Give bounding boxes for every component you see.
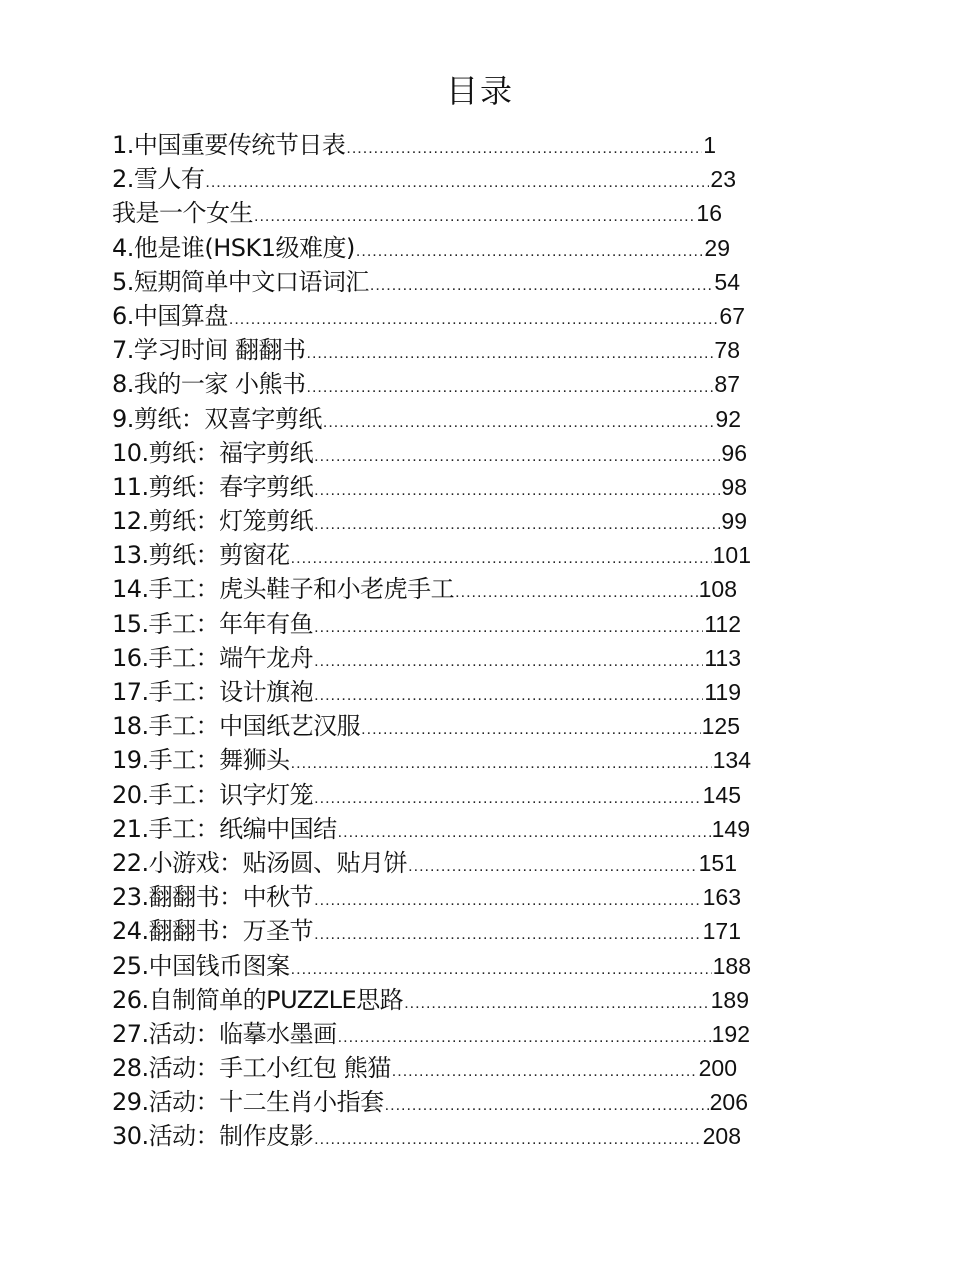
toc-entry <box>112 812 750 846</box>
dot-leader <box>314 679 703 709</box>
toc-entry-title: 5.短期简单中文口语词汇 <box>112 267 369 296</box>
dot-leader <box>346 132 702 162</box>
toc-entry-title: 29.活动：十二生肖小指套 <box>112 1088 384 1117</box>
toc-entry <box>112 538 751 572</box>
dot-leader <box>229 303 719 333</box>
toc-entry-page-number: 96 <box>721 439 747 466</box>
toc-entry-page-number: 188 <box>712 952 751 979</box>
toc-entry <box>112 949 751 983</box>
toc-entry <box>112 231 730 265</box>
dot-leader <box>314 508 720 538</box>
toc-entry <box>112 880 741 914</box>
toc-entry-page-number: 134 <box>712 747 751 774</box>
toc-entry-page-number: 113 <box>704 644 741 671</box>
toc-entry <box>112 1017 750 1051</box>
toc-entry-page-number: 145 <box>702 781 741 808</box>
toc-entry-page-number: 112 <box>704 610 741 637</box>
toc-entry-page-number: 200 <box>698 1055 737 1082</box>
dot-leader <box>314 1123 701 1153</box>
dot-leader <box>338 1021 711 1051</box>
dot-leader <box>291 747 712 777</box>
page-title: 目录 <box>445 72 514 111</box>
toc-entry <box>112 436 747 470</box>
toc-entry-title: 15.手工：年年有鱼 <box>112 609 314 638</box>
toc-entry <box>112 1119 741 1153</box>
dot-leader <box>356 235 703 265</box>
toc-entry-title: 28.活动：手工小红包 熊猫 <box>112 1054 391 1083</box>
dot-leader <box>314 884 701 914</box>
dot-leader <box>205 166 709 196</box>
dot-leader <box>455 576 697 606</box>
dot-leader <box>291 542 712 572</box>
toc-entry-page-number: 192 <box>711 1020 750 1047</box>
toc-entry-page-number: 171 <box>702 918 741 945</box>
dot-leader <box>370 269 714 299</box>
toc-entry <box>112 607 741 641</box>
dot-leader <box>404 987 709 1017</box>
toc-entry-page-number: 16 <box>696 200 722 227</box>
toc-entry-page-number: 189 <box>710 986 749 1013</box>
toc-entry-title: 12.剪纸：灯笼剪纸 <box>112 507 314 536</box>
toc-entry-page-number: 92 <box>715 405 741 432</box>
dot-leader <box>392 1055 698 1085</box>
toc-entry <box>112 846 737 880</box>
toc-entry-title: 27.活动：临摹水墨画 <box>112 1019 337 1048</box>
toc-entry-page-number: 78 <box>714 337 740 364</box>
table-of-contents <box>112 128 812 1154</box>
dot-leader <box>314 782 701 812</box>
toc-entry <box>112 675 741 709</box>
toc-entry <box>112 265 740 299</box>
dot-leader <box>314 645 703 675</box>
toc-entry-title: 20.手工：识字灯笼 <box>112 780 314 809</box>
dot-leader <box>408 850 697 880</box>
dot-leader <box>338 816 711 846</box>
toc-entry-title: 26.自制简单的PUZZLE思路 <box>112 985 404 1014</box>
toc-entry-page-number: 208 <box>702 1123 741 1150</box>
toc-entry-title: 7.学习时间 翻翻书 <box>112 336 306 365</box>
toc-entry-title: 30.活动：制作皮影 <box>112 1122 314 1151</box>
toc-entry-title: 8.我的一家 小熊书 <box>112 370 306 399</box>
toc-entry-title: 2.雪人有 <box>112 165 205 194</box>
toc-entry-page-number: 206 <box>709 1089 748 1116</box>
dot-leader <box>314 474 720 504</box>
toc-entry-title: 25.中国钱币图案 <box>112 951 290 980</box>
toc-entry-title: 13.剪纸：剪窗花 <box>112 541 290 570</box>
toc-entry-page-number: 108 <box>698 576 737 603</box>
dot-leader <box>314 611 703 641</box>
toc-entry <box>112 778 741 812</box>
toc-entry <box>112 743 751 777</box>
toc-entry-title: 23.翻翻书：中秋节 <box>112 883 314 912</box>
toc-entry <box>112 641 741 675</box>
toc-entry-title: 11.剪纸：春字剪纸 <box>112 472 314 501</box>
toc-entry-title: 我是一个女生 <box>112 199 253 228</box>
dot-leader <box>361 713 700 743</box>
toc-entry-title: 6.中国算盘 <box>112 301 228 330</box>
toc-entry-page-number: 151 <box>698 849 737 876</box>
toc-entry <box>112 572 737 606</box>
toc-entry-page-number: 54 <box>714 268 740 295</box>
toc-entry-page-number: 29 <box>704 234 730 261</box>
toc-entry <box>112 402 741 436</box>
dot-leader <box>307 371 714 401</box>
toc-entry-page-number: 1 <box>703 132 716 158</box>
toc-entry-page-number: 119 <box>704 679 741 705</box>
toc-entry <box>112 1051 737 1085</box>
toc-entry <box>112 162 736 196</box>
toc-entry-page-number: 67 <box>719 302 745 329</box>
dot-leader <box>307 337 714 367</box>
toc-entry <box>112 914 741 948</box>
toc-entry-title: 22.小游戏：贴汤圆、贴月饼 <box>112 848 408 877</box>
toc-entry-title: 18.手工：中国纸艺汉服 <box>112 712 361 741</box>
toc-entry-page-number: 99 <box>721 508 747 535</box>
dot-leader <box>254 200 695 230</box>
toc-entry-title: 4.他是谁(HSK1级难度) <box>112 233 355 262</box>
toc-entry-title: 14.手工：虎头鞋子和小老虎手工 <box>112 575 455 604</box>
toc-entry-page-number: 87 <box>714 371 740 398</box>
toc-entry-page-number: 163 <box>702 884 741 911</box>
dot-leader <box>314 440 720 470</box>
toc-entry <box>112 299 745 333</box>
toc-entry <box>112 709 740 743</box>
toc-entry-title: 16.手工：端午龙舟 <box>112 643 314 672</box>
toc-entry-page-number: 98 <box>721 473 747 500</box>
dot-leader <box>385 1089 709 1119</box>
dot-leader <box>291 953 712 983</box>
toc-entry-title: 10.剪纸：福字剪纸 <box>112 438 314 467</box>
toc-entry-title: 21.手工：纸编中国结 <box>112 814 337 843</box>
toc-entry <box>112 196 722 230</box>
toc-entry-title: 1.中国重要传统节日表 <box>112 131 346 159</box>
toc-entry <box>112 367 740 401</box>
toc-entry <box>112 1085 748 1119</box>
toc-entry-title: 24.翻翻书：万圣节 <box>112 917 314 946</box>
toc-entry-title: 19.手工：舞狮头 <box>112 746 290 775</box>
toc-entry-page-number: 125 <box>701 713 740 740</box>
toc-entry-page-number: 101 <box>712 542 751 569</box>
dot-leader <box>314 918 701 948</box>
toc-entry-page-number: 149 <box>711 815 750 842</box>
toc-entry-page-number: 23 <box>710 166 736 193</box>
toc-entry <box>112 470 747 504</box>
dot-leader <box>323 406 715 436</box>
toc-entry <box>112 983 749 1017</box>
toc-entry-title: 9.剪纸：双喜字剪纸 <box>112 404 322 433</box>
toc-entry <box>112 333 740 367</box>
toc-entry <box>112 504 747 538</box>
toc-entry <box>112 128 716 162</box>
toc-entry-title: 17.手工：设计旗袍 <box>112 678 314 706</box>
